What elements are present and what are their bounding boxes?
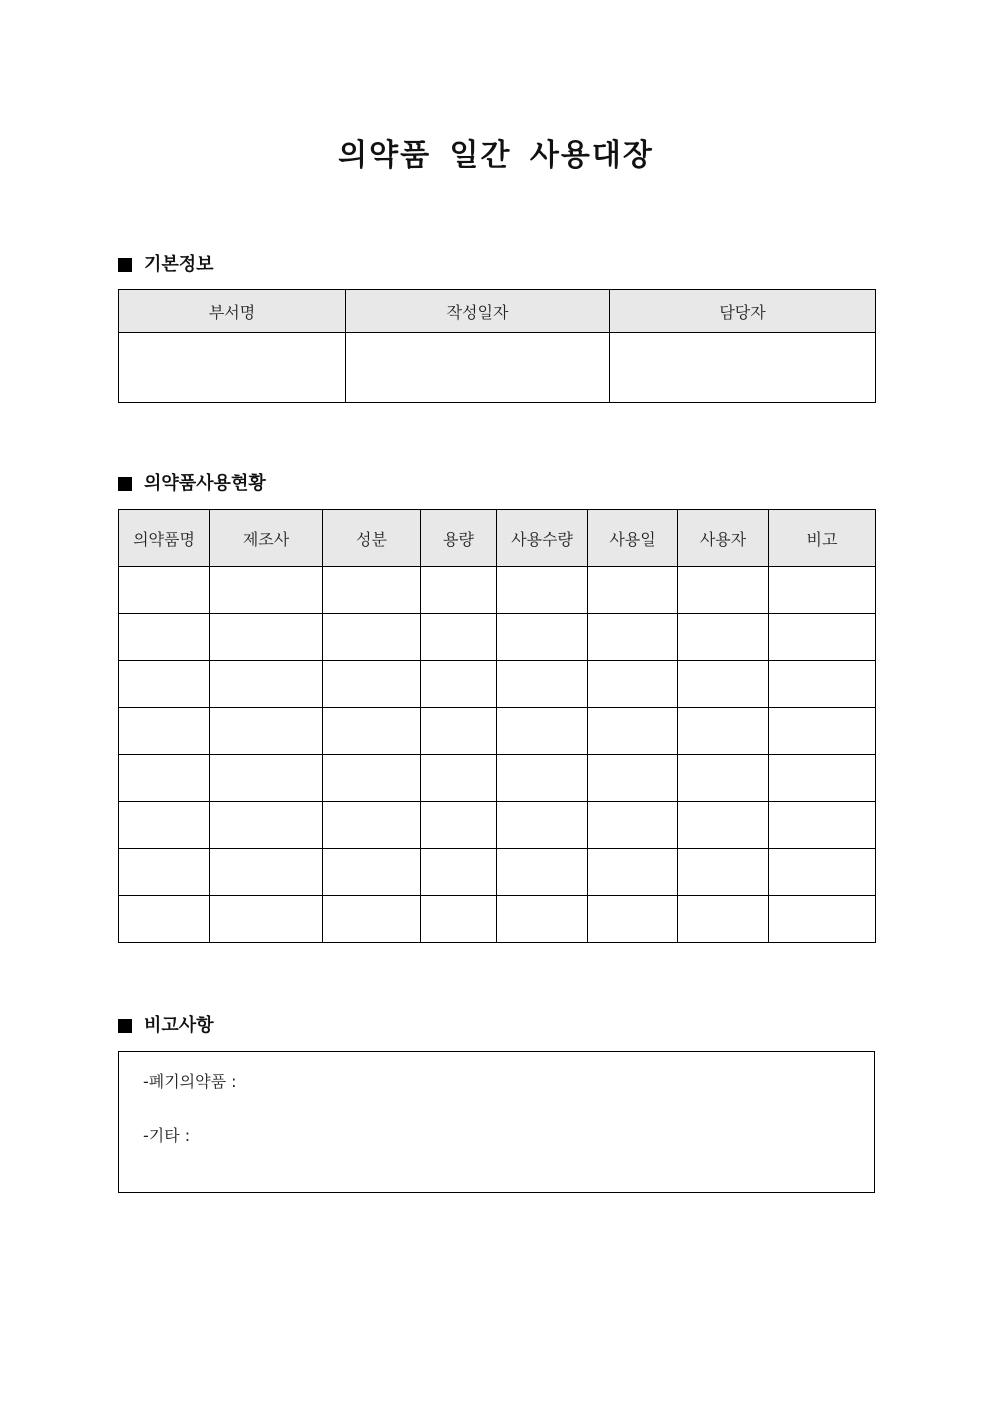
quantity-used-cell[interactable]: [497, 661, 588, 708]
remark-disposed-drugs: -폐기의약품 :: [143, 1072, 237, 1091]
header-date-used: 사용일: [588, 510, 678, 567]
user-cell[interactable]: [678, 567, 769, 614]
table-row: [119, 896, 876, 943]
header-quantity-used: 사용수량: [497, 510, 588, 567]
manufacturer-cell[interactable]: [210, 614, 323, 661]
table-row: [119, 755, 876, 802]
square-bullet-icon: [118, 258, 132, 272]
header-manufacturer: 제조사: [210, 510, 323, 567]
manufacturer-cell[interactable]: [210, 896, 323, 943]
table-row: [119, 614, 876, 661]
user-cell[interactable]: [678, 614, 769, 661]
quantity-used-cell[interactable]: [497, 755, 588, 802]
header-dosage: 용량: [421, 510, 497, 567]
dosage-cell[interactable]: [421, 567, 497, 614]
ingredient-cell[interactable]: [323, 849, 421, 896]
drug-name-cell[interactable]: [119, 661, 210, 708]
drug-name-cell[interactable]: [119, 755, 210, 802]
person-in-charge-cell[interactable]: [610, 333, 876, 403]
square-bullet-icon: [118, 1019, 132, 1033]
table-row: [119, 661, 876, 708]
ingredient-cell[interactable]: [323, 661, 421, 708]
note-cell[interactable]: [769, 896, 876, 943]
header-user: 사용자: [678, 510, 769, 567]
header-note: 비고: [769, 510, 876, 567]
date-used-cell[interactable]: [588, 755, 678, 802]
header-drug-name: 의약품명: [119, 510, 210, 567]
user-cell[interactable]: [678, 708, 769, 755]
note-cell[interactable]: [769, 567, 876, 614]
dosage-cell[interactable]: [421, 802, 497, 849]
note-cell[interactable]: [769, 661, 876, 708]
note-cell[interactable]: [769, 849, 876, 896]
header-person-in-charge: 담당자: [610, 290, 876, 333]
ingredient-cell[interactable]: [323, 755, 421, 802]
header-department: 부서명: [119, 290, 346, 333]
table-row: [119, 802, 876, 849]
date-used-cell[interactable]: [588, 896, 678, 943]
drug-name-cell[interactable]: [119, 567, 210, 614]
ingredient-cell[interactable]: [323, 567, 421, 614]
manufacturer-cell[interactable]: [210, 755, 323, 802]
ingredient-cell[interactable]: [323, 708, 421, 755]
table-row: [119, 849, 876, 896]
table-row: [119, 567, 876, 614]
manufacturer-cell[interactable]: [210, 661, 323, 708]
dosage-cell[interactable]: [421, 755, 497, 802]
document-title: 의약품 일간 사용대장: [338, 138, 654, 173]
basic-info-table: [118, 289, 876, 403]
quantity-used-cell[interactable]: [497, 896, 588, 943]
note-cell[interactable]: [769, 802, 876, 849]
remarks-heading: [118, 1014, 214, 1038]
drug-name-cell[interactable]: [119, 614, 210, 661]
dosage-cell[interactable]: [421, 708, 497, 755]
basic-info-heading-label: 기본정보: [144, 254, 214, 275]
drug-name-cell[interactable]: [119, 802, 210, 849]
quantity-used-cell[interactable]: [497, 802, 588, 849]
table-row: [119, 708, 876, 755]
note-cell[interactable]: [769, 614, 876, 661]
dosage-cell[interactable]: [421, 614, 497, 661]
basic-info-value-row: [119, 333, 876, 403]
drug-name-cell[interactable]: [119, 708, 210, 755]
date-used-cell[interactable]: [588, 849, 678, 896]
remarks-heading-label: 비고사항: [144, 1015, 214, 1036]
usage-heading: [118, 472, 266, 496]
date-written-cell[interactable]: [346, 333, 610, 403]
department-cell[interactable]: [119, 333, 346, 403]
date-used-cell[interactable]: [588, 802, 678, 849]
quantity-used-cell[interactable]: [497, 567, 588, 614]
drug-name-cell[interactable]: [119, 896, 210, 943]
manufacturer-cell[interactable]: [210, 708, 323, 755]
manufacturer-cell[interactable]: [210, 567, 323, 614]
ingredient-cell[interactable]: [323, 896, 421, 943]
drug-name-cell[interactable]: [119, 849, 210, 896]
date-used-cell[interactable]: [588, 661, 678, 708]
ingredient-cell[interactable]: [323, 802, 421, 849]
quantity-used-cell[interactable]: [497, 849, 588, 896]
dosage-cell[interactable]: [421, 896, 497, 943]
date-used-cell[interactable]: [588, 614, 678, 661]
note-cell[interactable]: [769, 755, 876, 802]
ingredient-cell[interactable]: [323, 614, 421, 661]
header-ingredient: 성분: [323, 510, 421, 567]
user-cell[interactable]: [678, 755, 769, 802]
date-used-cell[interactable]: [588, 708, 678, 755]
square-bullet-icon: [118, 477, 132, 491]
manufacturer-cell[interactable]: [210, 849, 323, 896]
user-cell[interactable]: [678, 896, 769, 943]
user-cell[interactable]: [678, 802, 769, 849]
dosage-cell[interactable]: [421, 661, 497, 708]
basic-info-header-row: [119, 290, 876, 333]
remark-other: -기타 :: [143, 1126, 191, 1145]
user-cell[interactable]: [678, 849, 769, 896]
basic-info-heading: [118, 253, 214, 277]
quantity-used-cell[interactable]: [497, 614, 588, 661]
date-used-cell[interactable]: [588, 567, 678, 614]
dosage-cell[interactable]: [421, 849, 497, 896]
note-cell[interactable]: [769, 708, 876, 755]
manufacturer-cell[interactable]: [210, 802, 323, 849]
usage-header-row: [119, 510, 876, 567]
usage-heading-label: 의약품사용현황: [144, 473, 266, 494]
header-date-written: 작성일자: [346, 290, 610, 333]
remarks-box[interactable]: [118, 1051, 875, 1193]
usage-table: [118, 509, 876, 943]
quantity-used-cell[interactable]: [497, 708, 588, 755]
user-cell[interactable]: [678, 661, 769, 708]
